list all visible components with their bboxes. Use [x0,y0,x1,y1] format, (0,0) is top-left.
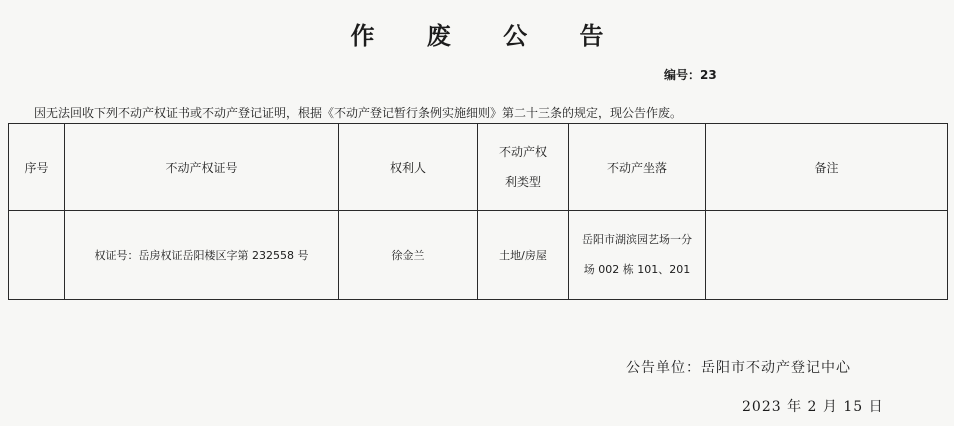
header-right-type-line1: 不动产权 [498,145,547,159]
header-right-type [478,124,569,211]
void-certificate-table [8,123,948,300]
table-header-row [9,124,948,211]
header-seq: 序号 [9,124,65,211]
cell-location-line1: 岳阳市湖滨园艺场一分 [582,233,692,246]
cell-remark [706,211,948,300]
issuing-unit: 公告单位：岳阳市不动产登记中心 [626,360,851,376]
header-right-type-line2: 利类型 [504,175,541,189]
notice-date: 2023 年 2 月 15 日 [742,399,884,415]
cell-seq [9,211,65,300]
header-owner: 权利人 [339,124,478,211]
cell-owner: 徐金兰 [339,211,478,300]
table-row [9,211,948,300]
notice-title: 作 废 公 告 [350,22,626,50]
cell-right-type: 土地/房屋 [478,211,569,300]
cell-location [569,211,706,300]
header-cert-no: 不动产权证号 [65,124,339,211]
cell-cert-no: 权证号：岳房权证岳阳楼区字第 232558 号 [65,211,339,300]
notice-intro: 因无法回收下列不动产权证书或不动产登记证明，根据《不动产登记暂行条例实施细则》第二十三条的规定，现公告作废。 [34,106,683,120]
notice-number: 编号：23 [664,68,717,82]
header-location: 不动产坐落 [569,124,706,211]
cell-location-line2: 场 002 栋 101、201 [583,263,691,276]
header-remark: 备注 [706,124,948,211]
